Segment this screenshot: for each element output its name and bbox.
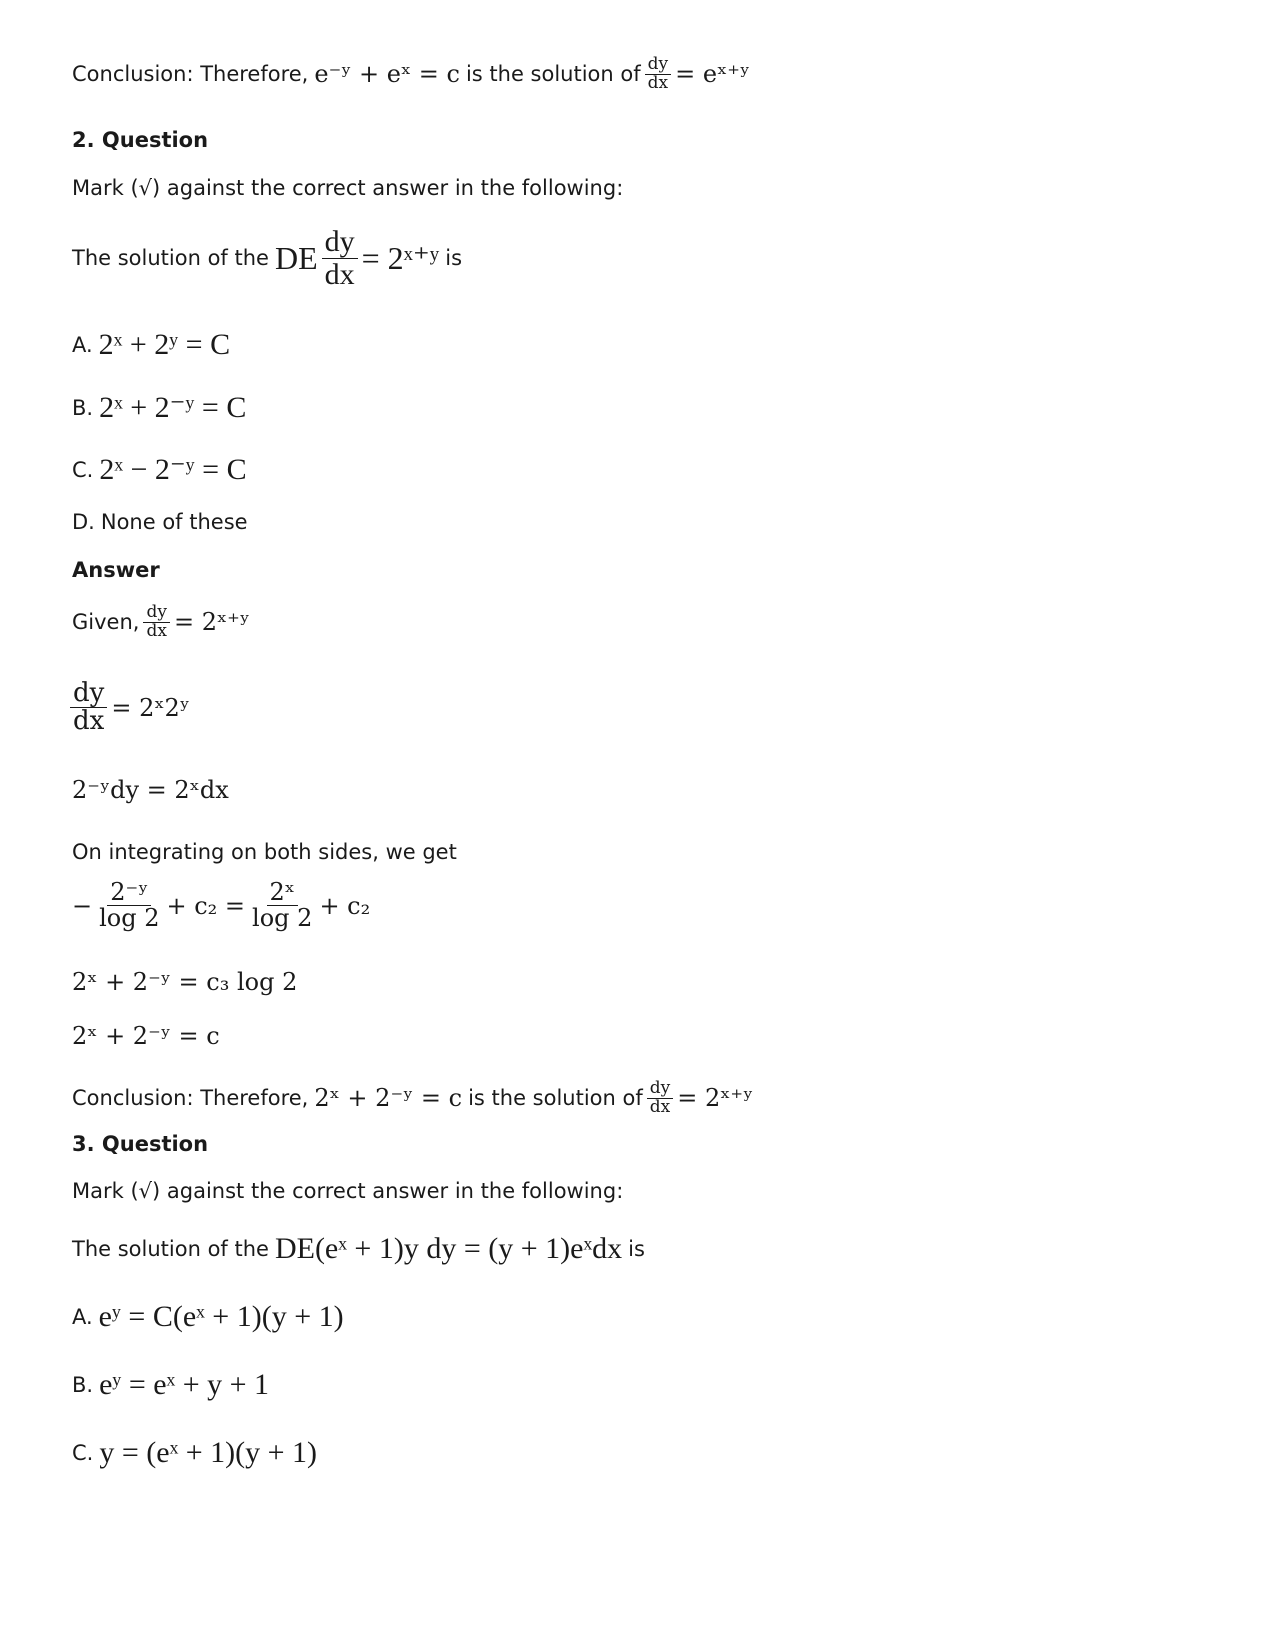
- q2-answer-heading: Answer: [72, 558, 160, 582]
- q2-stem-rhs: = 2ˣ⁺ʸ: [361, 240, 440, 276]
- conclusion-q2-fraction: [647, 1080, 674, 1117]
- conclusion-q2-prefix: Conclusion: Therefore,: [72, 1086, 309, 1111]
- q2-step4: 2ˣ + 2⁻ʸ = c₃ log 2: [72, 968, 298, 996]
- fraction-denominator: log 2: [99, 904, 160, 933]
- q2-option-a[interactable]: [72, 328, 230, 362]
- conclusion-q1: [72, 56, 750, 93]
- q2-option-d[interactable]: [72, 510, 248, 534]
- q2-option-c[interactable]: [72, 452, 247, 487]
- fraction-denominator: dx: [146, 620, 167, 641]
- conclusion-q2: [72, 1080, 753, 1117]
- q3-option-c[interactable]: [72, 1436, 317, 1470]
- q2-heading: 2. Question: [72, 128, 209, 152]
- fraction-denominator: dx: [649, 1096, 671, 1117]
- q2-stem-fraction: [322, 226, 358, 290]
- option-label: C.: [72, 1441, 94, 1465]
- q3-option-b[interactable]: [72, 1368, 269, 1402]
- given-fraction: [143, 604, 170, 641]
- option-label: B.: [72, 395, 94, 420]
- q2-step1: [66, 680, 190, 736]
- step1-fraction: [70, 680, 107, 736]
- q2-instruction: Mark (√) against the correct answer in the following:: [72, 176, 624, 200]
- step3-mid: + c₂ =: [166, 891, 246, 920]
- conclusion-q2-expr: 2ˣ + 2⁻ʸ = c: [314, 1084, 463, 1113]
- conclusion-q2-mid: is the solution of: [468, 1086, 643, 1111]
- option-expr: 2ˣ − 2⁻ʸ = C: [99, 453, 247, 486]
- step3-end: + c₂: [319, 891, 371, 920]
- option-label: B.: [72, 1373, 94, 1397]
- conclusion-q1-rhs: = eˣ⁺ʸ: [675, 60, 751, 89]
- q2-stem-de: DE: [274, 239, 318, 276]
- fraction-numerator: dy: [322, 226, 358, 259]
- option-expr: eʸ = eˣ + y + 1: [99, 1368, 270, 1401]
- option-label: A.: [72, 333, 93, 357]
- conclusion-q1-prefix: Conclusion: Therefore,: [72, 62, 309, 87]
- fraction-numerator: dy: [143, 604, 170, 623]
- q3-option-a[interactable]: [72, 1300, 344, 1334]
- fraction-denominator: log 2: [252, 904, 313, 933]
- q2-stem-prefix: The solution of the: [72, 246, 269, 270]
- q3-instruction: Mark (√) against the correct answer in the following:: [72, 1179, 624, 1203]
- given-rhs: = 2ˣ⁺ʸ: [173, 608, 250, 637]
- fraction-numerator: 2⁻ʸ: [107, 880, 151, 906]
- step3-sign: −: [72, 891, 93, 920]
- option-label: C.: [72, 457, 94, 482]
- option-expr: None of these: [100, 510, 248, 534]
- option-expr: y = (eˣ + 1)(y + 1): [99, 1436, 318, 1469]
- q2-option-b[interactable]: [72, 390, 246, 425]
- conclusion-q1-expr: e⁻ʸ + eˣ = c: [314, 60, 460, 89]
- q2-given: [72, 604, 250, 641]
- fraction-numerator: dy: [645, 56, 672, 75]
- step3-fraction-left: [96, 880, 162, 931]
- q3-stem-prefix: The solution of the: [72, 1237, 269, 1261]
- q2-step5: 2ˣ + 2⁻ʸ = c: [72, 1022, 220, 1050]
- option-label: A.: [72, 1305, 93, 1329]
- step3-fraction-right: [249, 880, 315, 931]
- given-label: Given,: [72, 610, 140, 635]
- fraction-numerator: 2ˣ: [267, 880, 298, 906]
- conclusion-q2-rhs: = 2ˣ⁺ʸ: [677, 1084, 754, 1113]
- q2-stem-suffix: is: [445, 246, 463, 270]
- option-expr: eʸ = C(eˣ + 1)(y + 1): [98, 1300, 344, 1333]
- q2-step3: [72, 880, 370, 931]
- option-label: D.: [72, 510, 95, 534]
- option-expr: 2ˣ + 2ʸ = C: [98, 328, 231, 361]
- q2-stem: [72, 226, 462, 290]
- fraction-denominator: dx: [73, 706, 105, 737]
- q3-heading: 3. Question: [72, 1132, 209, 1156]
- fraction-numerator: dy: [70, 680, 107, 708]
- q3-stem: [72, 1232, 645, 1266]
- step1-rhs: = 2ˣ2ʸ: [111, 693, 190, 722]
- q2-integrate-text: On integrating on both sides, we get: [72, 840, 457, 864]
- conclusion-q1-mid: is the solution of: [465, 62, 641, 87]
- q3-stem-expr: DE(eˣ + 1)y dy = (y + 1)eˣdx: [274, 1232, 623, 1265]
- conclusion-q1-fraction: [645, 56, 672, 93]
- q3-stem-suffix: is: [628, 1237, 645, 1261]
- q2-step2: 2⁻ʸdy = 2ˣdx: [72, 776, 229, 804]
- fraction-denominator: dx: [647, 72, 669, 93]
- fraction-numerator: dy: [647, 1080, 674, 1099]
- option-expr: 2ˣ + 2⁻ʸ = C: [99, 391, 247, 424]
- fraction-denominator: dx: [324, 257, 355, 291]
